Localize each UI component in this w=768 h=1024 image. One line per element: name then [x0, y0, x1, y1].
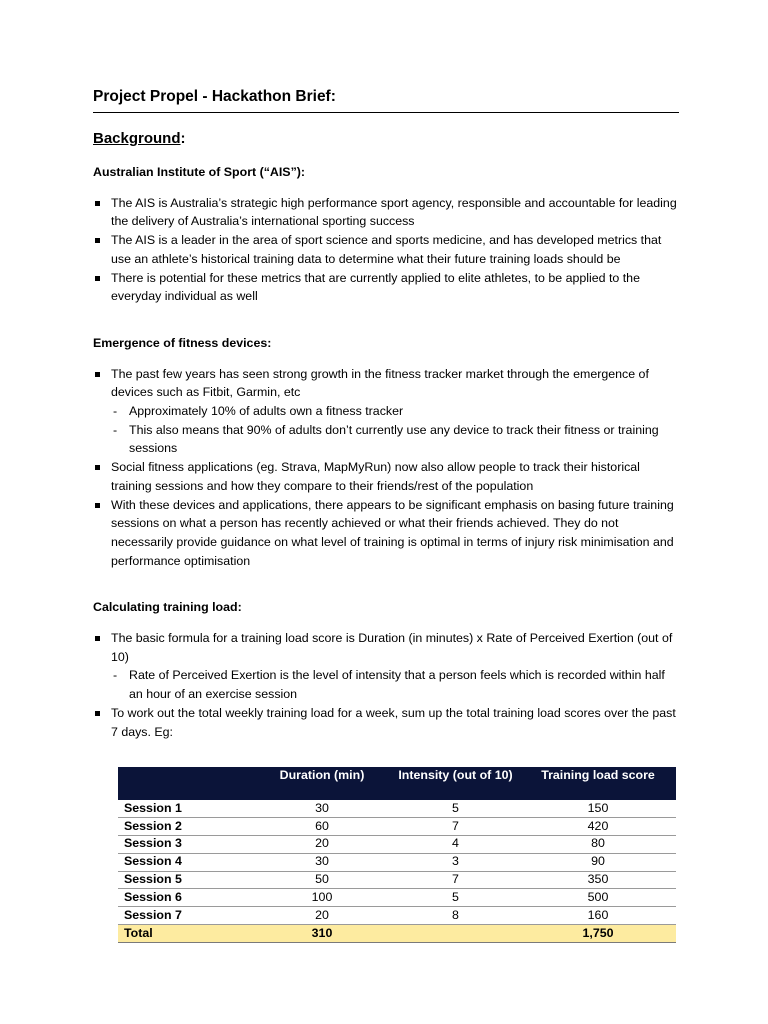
table-cell: 90	[520, 853, 676, 871]
table-cell: 160	[520, 907, 676, 925]
list-item: The AIS is Australia’s strategic high performance sport agency, responsible and accountable for leading the delivery of Australia’s international sporting success	[93, 194, 678, 231]
table-cell: Session 6	[118, 889, 253, 907]
table-cell: 3	[391, 853, 520, 871]
table-cell: Session 5	[118, 871, 253, 889]
table-cell: 420	[520, 817, 676, 835]
table-header-cell: Training load score	[520, 767, 676, 800]
training-load-heading: Calculating training load:	[93, 600, 242, 615]
table-cell: 60	[253, 817, 391, 835]
list-item: The AIS is a leader in the area of sport science and sports medicine, and has developed metrics that use an athlete’s historical training data to determine what their future training loads should be	[93, 231, 678, 268]
table-row	[118, 853, 676, 871]
table-header-cell	[118, 767, 253, 800]
list-item	[93, 365, 678, 459]
table-header-row	[118, 767, 676, 800]
table-cell: 350	[520, 871, 676, 889]
list-item: Social fitness applications (eg. Strava, MapMyRun) now also allow people to track their historical training sessions and how they compare to their friends/rest of the population	[93, 458, 678, 495]
background-heading-colon: :	[180, 130, 186, 147]
table-header-cell: Intensity (out of 10)	[391, 767, 520, 800]
table-cell	[391, 925, 520, 943]
training-load-bullet-1-text: The basic formula for a training load score is Duration (in minutes) x Rate of Perceived Exertion (out of 10)	[111, 631, 673, 664]
table-cell: 7	[391, 871, 520, 889]
list-item: There is potential for these metrics that are currently applied to elite athletes, to be applied to the everyday individual as well	[93, 269, 678, 306]
table-cell: 1,750	[520, 925, 676, 943]
sub-list-item: - Rate of Perceived Exertion is the level of intensity that a person feels which is recorded within half an hour of an exercise session	[111, 666, 678, 703]
table-cell: 80	[520, 835, 676, 853]
list-item	[93, 629, 678, 704]
list-item: To work out the total weekly training load for a week, sum up the total training load scores over the past 7 days. Eg:	[93, 704, 678, 741]
table-cell: 20	[253, 907, 391, 925]
training-load-bullet-list	[93, 629, 678, 741]
table-cell: Session 7	[118, 907, 253, 925]
table-header-cell: Duration (min)	[253, 767, 391, 800]
table-cell: 30	[253, 800, 391, 817]
table-cell: 500	[520, 889, 676, 907]
table-row	[118, 871, 676, 889]
sub-list-item: - This also means that 90% of adults don’t currently use any device to track their fitness or training sessions	[111, 421, 678, 458]
ais-heading: Australian Institute of Sport (“AIS”):	[93, 165, 306, 179]
table-cell: Session 1	[118, 800, 253, 817]
table-cell: 30	[253, 853, 391, 871]
document-body	[93, 86, 678, 741]
table-cell: 310	[253, 925, 391, 943]
table-row	[118, 835, 676, 853]
devices-sub-list	[111, 402, 678, 458]
page-title: Project Propel - Hackathon Brief:	[93, 86, 679, 113]
table-cell: 100	[253, 889, 391, 907]
table-total-row	[118, 925, 676, 943]
background-heading	[93, 129, 678, 149]
table-row	[118, 889, 676, 907]
table-row	[118, 800, 676, 817]
table-cell: 50	[253, 871, 391, 889]
table-cell: Session 4	[118, 853, 253, 871]
table-cell: Total	[118, 925, 253, 943]
table-cell: 150	[520, 800, 676, 817]
table-row	[118, 907, 676, 925]
list-item: With these devices and applications, there appears to be significant emphasis on basing future training sessions on what a person has recently achieved or what their friends achieved. They do not necessarily provide guidance on what level of training is optimal in terms of injury risk minimisation and performance optimisation	[93, 496, 678, 571]
training-load-table	[118, 767, 676, 943]
background-heading-text: Background	[93, 130, 181, 147]
devices-bullet-1-text: The past few years has seen strong growth in the fitness tracker market through the emergence of devices such as Fitbit, Garmin, etc	[111, 366, 649, 400]
table-cell: 5	[391, 800, 520, 817]
table-cell: Session 2	[118, 817, 253, 835]
devices-bullet-list	[93, 365, 678, 571]
table-row	[118, 817, 676, 835]
table-cell: 8	[391, 907, 520, 925]
table-cell: 20	[253, 835, 391, 853]
table-cell: Session 3	[118, 835, 253, 853]
table-cell: 5	[391, 889, 520, 907]
sub-list-item: - Approximately 10% of adults own a fitness tracker	[111, 402, 678, 421]
training-load-sub-list	[111, 666, 678, 703]
ais-bullet-list	[93, 194, 678, 306]
table-cell: 7	[391, 817, 520, 835]
table-cell: 4	[391, 835, 520, 853]
devices-heading: Emergence of fitness devices:	[93, 335, 272, 350]
